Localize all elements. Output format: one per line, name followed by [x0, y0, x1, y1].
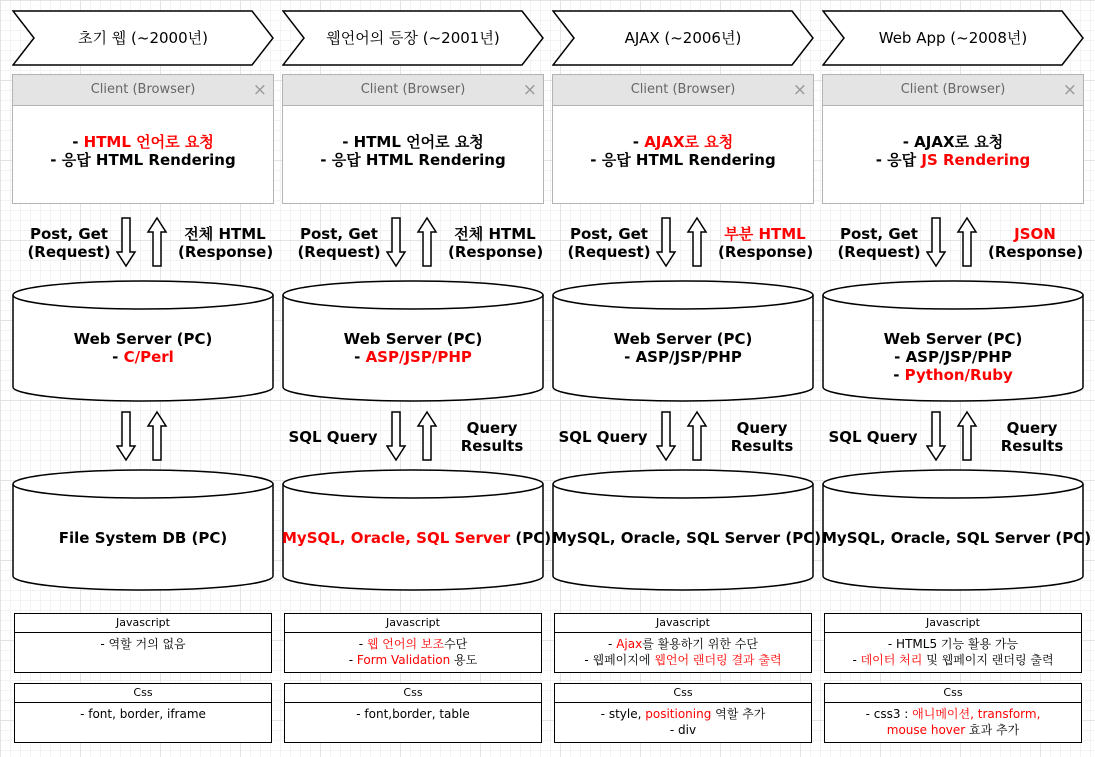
request-response-arrows: [926, 216, 980, 268]
database-text: MySQL, Oracle, SQL Server (PC): [552, 529, 822, 547]
response-line: [718, 243, 812, 261]
javascript-text: -: [608, 637, 617, 651]
javascript-title: Javascript: [825, 614, 1081, 633]
up-arrow-icon: [418, 412, 436, 460]
response-text: 전체 HTML: [184, 225, 266, 243]
database-text: File System DB (PC): [58, 529, 228, 547]
browser-title: Client (Browser): [360, 82, 466, 97]
server-line: [822, 348, 1084, 366]
browser-title: Client (Browser): [630, 82, 736, 97]
request-response-arrows: [656, 410, 710, 462]
css-text: - div: [669, 723, 697, 737]
sql-query-label: [284, 428, 382, 446]
database-text: MySQL, Oracle, SQL Server: [282, 529, 511, 547]
client-line: [283, 151, 543, 169]
response-line: [448, 243, 542, 261]
javascript-text: 수단: [444, 637, 468, 651]
request-response-arrows: [386, 216, 440, 268]
close-icon[interactable]: ×: [792, 80, 807, 100]
javascript-text: - HTML5 기능 활용 가능: [887, 637, 1019, 651]
server-text: - ASP/JSP/PHP: [894, 348, 1012, 366]
response-line: [448, 225, 542, 243]
css-line: [15, 706, 271, 722]
down-arrow-icon: [927, 412, 945, 460]
request-label: [294, 225, 384, 261]
client-description: [13, 133, 273, 169]
web-server-cylinder: [822, 280, 1084, 402]
server-text: -: [112, 348, 124, 366]
era-column: [822, 0, 1092, 757]
query-results-label-line: Query: [736, 419, 788, 437]
web-server-text: [822, 330, 1084, 384]
response-line: [178, 225, 272, 243]
down-arrow-icon: [117, 412, 135, 460]
client-line: [283, 133, 543, 151]
javascript-line: [555, 636, 811, 652]
client-text: - 응답 HTML Rendering: [590, 151, 776, 169]
client-text: - HTML 언어로 요청: [342, 133, 484, 151]
server-text: Web Server (PC): [343, 330, 483, 348]
response-line: [178, 243, 272, 261]
request-label-line: (Request): [837, 243, 921, 261]
request-response-arrows: [116, 410, 170, 462]
up-arrow-icon: [958, 218, 976, 266]
browser-title-bar: [13, 75, 273, 106]
up-arrow-icon: [418, 218, 436, 266]
browser-title-bar: [823, 75, 1083, 106]
javascript-text: 웹언어 랜더링 결과 출력: [654, 653, 782, 667]
close-icon[interactable]: ×: [522, 80, 537, 100]
close-icon[interactable]: ×: [252, 80, 267, 100]
down-arrow-icon: [657, 412, 675, 460]
client-description: [283, 133, 543, 169]
era-header: [12, 10, 274, 66]
database-line: [12, 529, 274, 547]
client-text: AJAX로 요청: [644, 133, 734, 151]
css-text: mouse hover: [886, 723, 966, 737]
javascript-line: [15, 636, 271, 652]
javascript-text: 웹 언어의 보조: [366, 637, 445, 651]
css-text: 애니메이션, transform,: [912, 707, 1041, 721]
client-description: [823, 133, 1083, 169]
request-label-line: Post, Get: [30, 225, 108, 243]
database-cylinder: [12, 469, 274, 591]
up-arrow-icon: [148, 412, 166, 460]
request-response-arrows: [116, 216, 170, 268]
javascript-text: -: [348, 653, 357, 667]
server-text: Python/Ruby: [904, 366, 1013, 384]
javascript-description: [825, 633, 1081, 668]
web-server-text: [282, 330, 544, 366]
web-server-text: [12, 330, 274, 366]
database-cylinder: [822, 469, 1092, 591]
client-browser-window: [552, 74, 814, 204]
request-label-line: Post, Get: [300, 225, 378, 243]
database-line: [282, 529, 552, 547]
css-title: Css: [825, 684, 1081, 703]
database-text: [12, 529, 274, 547]
javascript-text: - 웹페이지에: [584, 653, 655, 667]
client-browser-window: [12, 74, 274, 204]
request-label-line: Post, Get: [840, 225, 918, 243]
css-text: - font,border, table: [356, 707, 470, 721]
client-description: [553, 133, 813, 169]
era-column: [282, 0, 552, 757]
sql-query-label: [824, 428, 922, 446]
server-text: Web Server (PC): [73, 330, 213, 348]
javascript-text: -: [852, 653, 861, 667]
request-label: [834, 225, 924, 261]
css-role-box: [284, 683, 542, 743]
css-text: - css3 :: [865, 707, 913, 721]
css-role-box: [14, 683, 272, 743]
query-results-label-line: Query: [1006, 419, 1058, 437]
era-title: 초기 웹 (~2000년): [78, 29, 208, 47]
web-server-text: [552, 330, 814, 366]
client-line: [823, 151, 1083, 169]
javascript-text: 용도: [450, 653, 478, 667]
up-arrow-icon: [688, 412, 706, 460]
javascript-text: 데이터 처리: [860, 653, 923, 667]
css-line: [555, 706, 811, 722]
server-line: [552, 348, 814, 366]
server-text: Web Server (PC): [883, 330, 1023, 348]
javascript-line: [285, 652, 541, 668]
response-label: [178, 225, 272, 261]
response-label: [718, 225, 812, 261]
query-results-label-line: Results: [1000, 437, 1064, 455]
sql-query-label: [554, 428, 652, 446]
css-description: [285, 703, 541, 722]
query-results-label: [992, 419, 1072, 455]
javascript-role-box: [554, 613, 812, 673]
web-server-cylinder: [282, 280, 544, 402]
browser-title-bar: [283, 75, 543, 106]
browser-title-bar: [553, 75, 813, 106]
css-title: Css: [285, 684, 541, 703]
client-browser-window: [822, 74, 1084, 204]
client-line: [13, 151, 273, 169]
client-text: -: [72, 133, 84, 151]
database-text: [282, 529, 552, 547]
database-text: MySQL, Oracle, SQL Server (PC): [822, 529, 1092, 547]
response-label: [448, 225, 542, 261]
client-line: [823, 133, 1083, 151]
request-response-arrows: [656, 216, 710, 268]
client-browser-window: [282, 74, 544, 204]
javascript-description: [285, 633, 541, 668]
javascript-line: [825, 636, 1081, 652]
browser-title: Client (Browser): [90, 82, 196, 97]
client-line: [553, 151, 813, 169]
server-text: -: [354, 348, 366, 366]
javascript-line: [825, 652, 1081, 668]
web-server-cylinder: [12, 280, 274, 402]
server-text: - ASP/JSP/PHP: [624, 348, 742, 366]
css-text: 효과 추가: [965, 723, 1020, 737]
client-text: - 응답 HTML Rendering: [50, 151, 236, 169]
client-line: [553, 133, 813, 151]
server-text: C/Perl: [123, 348, 174, 366]
server-text: -: [893, 366, 905, 384]
response-text: JSON: [1014, 225, 1056, 243]
response-text: 부분 HTML: [724, 225, 806, 243]
client-text: HTML 언어로 요청: [83, 133, 214, 151]
css-description: [555, 703, 811, 738]
javascript-text: 및 웹페이지 랜더링 출력: [922, 653, 1054, 667]
response-label: [988, 225, 1082, 261]
request-label-line: (Request): [27, 243, 111, 261]
era-title: 웹언어의 등장 (~2001년): [326, 29, 500, 47]
response-text: (Response): [178, 243, 274, 261]
javascript-line: [555, 652, 811, 668]
down-arrow-icon: [657, 218, 675, 266]
css-text: - style,: [600, 707, 646, 721]
request-label: [564, 225, 654, 261]
javascript-text: -: [358, 637, 367, 651]
javascript-text: - 역할 거의 없음: [100, 637, 186, 651]
era-title: Web App (~2008년): [878, 29, 1028, 47]
server-line: [282, 330, 544, 348]
up-arrow-icon: [958, 412, 976, 460]
query-results-label-line: Query: [466, 419, 518, 437]
database-text: [822, 529, 1092, 547]
css-title: Css: [15, 684, 271, 703]
javascript-description: [15, 633, 271, 652]
query-results-label: [722, 419, 802, 455]
sql-query-label-line: SQL Query: [558, 428, 648, 446]
javascript-title: Javascript: [285, 614, 541, 633]
era-column: [552, 0, 822, 757]
era-title: AJAX (~2006년): [624, 29, 742, 47]
database-text: [552, 529, 822, 547]
client-text: JS Rendering: [921, 151, 1031, 169]
database-line: [822, 529, 1092, 547]
down-arrow-icon: [927, 218, 945, 266]
era-header: [552, 10, 814, 66]
server-line: [822, 366, 1084, 384]
client-text: - 응답 HTML Rendering: [320, 151, 506, 169]
javascript-text: Ajax: [616, 637, 643, 651]
request-label: [24, 225, 114, 261]
era-header: [282, 10, 544, 66]
css-description: [825, 703, 1081, 738]
request-label-line: (Request): [567, 243, 651, 261]
css-title: Css: [555, 684, 811, 703]
javascript-role-box: [284, 613, 542, 673]
client-text: -: [632, 133, 645, 151]
down-arrow-icon: [387, 412, 405, 460]
css-line: [555, 722, 811, 738]
css-line: [285, 706, 541, 722]
javascript-title: Javascript: [15, 614, 271, 633]
database-text: (PC): [510, 529, 552, 547]
css-description: [15, 703, 271, 722]
css-text: positioning: [645, 707, 712, 721]
sql-query-label-line: SQL Query: [828, 428, 918, 446]
era-column: [12, 0, 274, 757]
response-text: 전체 HTML: [454, 225, 536, 243]
response-line: [988, 243, 1082, 261]
up-arrow-icon: [688, 218, 706, 266]
javascript-text: 를 활용하기 위한 수단: [642, 637, 758, 651]
response-line: [718, 225, 812, 243]
response-text: (Response): [448, 243, 544, 261]
web-server-cylinder: [552, 280, 814, 402]
query-results-label: [452, 419, 532, 455]
query-results-label-line: Results: [460, 437, 524, 455]
down-arrow-icon: [387, 218, 405, 266]
client-text: - 응답: [875, 151, 922, 169]
server-line: [282, 348, 544, 366]
request-response-arrows: [386, 410, 440, 462]
request-label-line: Post, Get: [570, 225, 648, 243]
era-header: [822, 10, 1084, 66]
server-line: [552, 330, 814, 348]
server-line: [822, 330, 1084, 348]
server-text: ASP/JSP/PHP: [365, 348, 472, 366]
server-text: Web Server (PC): [613, 330, 753, 348]
request-response-arrows: [926, 410, 980, 462]
server-line: [12, 330, 274, 348]
server-line: [12, 348, 274, 366]
response-text: (Response): [718, 243, 814, 261]
javascript-role-box: [824, 613, 1082, 673]
css-line: [825, 706, 1081, 722]
css-line: [825, 722, 1081, 738]
css-role-box: [824, 683, 1082, 743]
css-text: - font, border, iframe: [80, 707, 206, 721]
css-role-box: [554, 683, 812, 743]
javascript-description: [555, 633, 811, 668]
query-results-label-line: Results: [730, 437, 794, 455]
response-line: [988, 225, 1082, 243]
sql-query-label-line: SQL Query: [288, 428, 378, 446]
javascript-title: Javascript: [555, 614, 811, 633]
request-label-line: (Request): [297, 243, 381, 261]
client-text: - AJAX로 요청: [902, 133, 1004, 151]
css-text: 역할 추가: [711, 707, 766, 721]
response-text: (Response): [988, 243, 1084, 261]
javascript-line: [285, 636, 541, 652]
javascript-text: Form Validation: [356, 653, 451, 667]
database-line: [552, 529, 822, 547]
browser-title: Client (Browser): [900, 82, 1006, 97]
close-icon[interactable]: ×: [1062, 80, 1077, 100]
up-arrow-icon: [148, 218, 166, 266]
javascript-role-box: [14, 613, 272, 673]
database-cylinder: [552, 469, 822, 591]
database-cylinder: [282, 469, 552, 591]
client-line: [13, 133, 273, 151]
down-arrow-icon: [117, 218, 135, 266]
